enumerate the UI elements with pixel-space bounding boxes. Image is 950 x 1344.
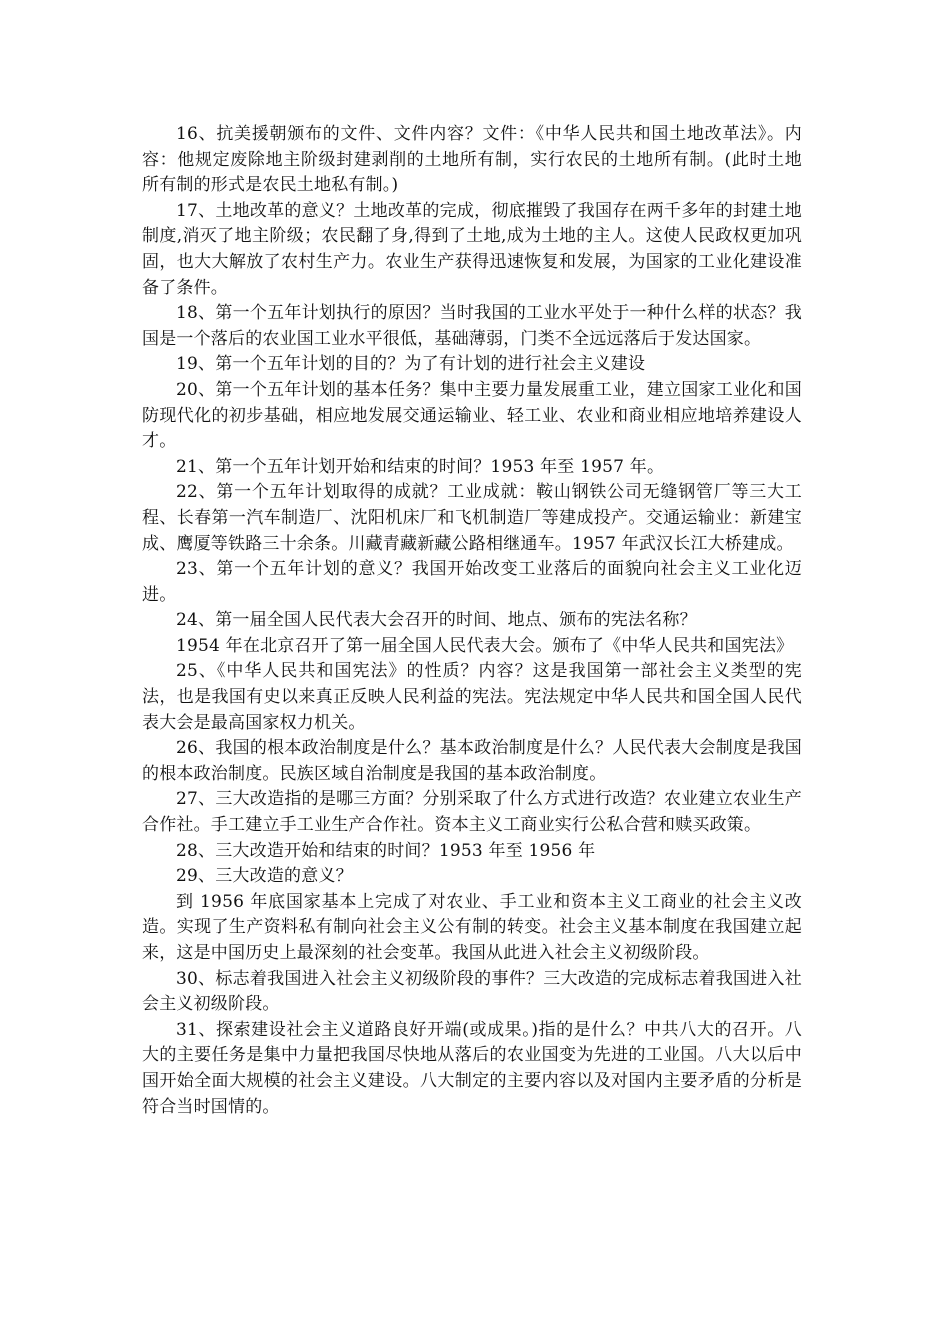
paragraph-q28: 28、三大改造开始和结束的时间？1953 年至 1956 年 [176, 840, 596, 861]
paragraph-q30: 30、标志着我国进入社会主义初级阶段的事件？三大改造的完成标志着我国进入社会主义初级阶段。 [142, 968, 802, 1015]
paragraph-q22: 22、第一个五年计划取得的成就？工业成就：鞍山钢铁公司无缝钢管厂等三大工程、长春第一汽车制造厂、沈阳机床厂和飞机制造厂等建成投产。交通运输业：新建宝成、鹰厦等铁路三十余条。川藏青藏新藏公路相继通车。1957 年武汉长江大桥建成。 [142, 482, 802, 554]
paragraph-q25: 25、《中华人民共和国宪法》的性质？内容？这是我国第一部社会主义类型的宪法，也是我国有史以来真正反映人民利益的宪法。宪法规定中华人民共和国全国人民代表大会是最高国家权力机关。 [142, 661, 802, 733]
paragraph-q16: 16、抗美援朝颁布的文件、文件内容？文件：《中华人民共和国土地改革法》。内容：他规定废除地主阶级封建剥削的土地所有制，实行农民的土地所有制。(此时土地所有制的形式是农民土地私有制。) [142, 124, 802, 196]
paragraph-q23: 23、第一个五年计划的意义？我国开始改变工业落后的面貌向社会主义工业化迈进。 [142, 559, 802, 605]
paragraph-q19: 19、第一个五年计划的目的？为了有计划的进行社会主义建设 [176, 354, 646, 375]
paragraph-q31: 31、探索建设社会主义道路良好开端(或成果。)指的是什么？中共八大的召开。八大的主要任务是集中力量把我国尽快地从落后的农业国变为先进的工业国。八大以后中国开始全面大规模的社会主义建设。八大制定的主要内容以及对国内主要矛盾的分析是符合当时国情的。 [142, 1019, 802, 1117]
paragraph-q18: 18、第一个五年计划执行的原因？当时我国的工业水平处于一种什么样的状态？我国是一个落后的农业国工业水平很低，基础薄弱，门类不全远远落后于发达国家。 [142, 303, 802, 349]
document-body [142, 122, 802, 1120]
paragraph-q27: 27、三大改造指的是哪三方面？分别采取了什么方式进行改造？农业建立农业生产合作社。手工建立手工业生产合作社。资本主义工商业实行公私合营和赎买政策。 [142, 789, 802, 836]
paragraph-q17: 17、土地改革的意义？土地改革的完成，彻底摧毁了我国存在两千多年的封建土地制度,消灭了地主阶级；农民翻了身,得到了土地,成为土地的主人。这使人民政权更加巩固，也大大解放了农村生产力。农业生产获得迅速恢复和发展，为国家的工业化建设准备了条件。 [142, 200, 802, 298]
paragraph-q24-answer: 1954 年在北京召开了第一届全国人民代表大会。颁布了《中华人民共和国宪法》 [176, 635, 794, 656]
paragraph-q29: 29、三大改造的意义？ [176, 866, 353, 887]
paragraph-q29-answer: 到 1956 年底国家基本上完成了对农业、手工业和资本主义工商业的社会主义改造。实现了生产资料私有制向社会主义公有制的转变。社会主义基本制度在我国建立起来，这是中国历史上最深刻的社会变革。我国从此进入社会主义初级阶段。 [142, 891, 802, 963]
paragraph-q26: 26、我国的根本政治制度是什么？基本政治制度是什么？人民代表大会制度是我国的根本政治制度。民族区域自治制度是我国的基本政治制度。 [142, 738, 802, 784]
paragraph-q24: 24、第一届全国人民代表大会召开的时间、地点、颁布的宪法名称？ [176, 610, 697, 631]
paragraph-q21: 21、第一个五年计划开始和结束的时间？1953 年至 1957 年。 [176, 456, 665, 477]
paragraph-q20: 20、第一个五年计划的基本任务？集中主要力量发展重工业，建立国家工业化和国防现代化的初步基础，相应地发展交通运输业、轻工业、农业和商业相应地培养建设人才。 [142, 379, 802, 452]
